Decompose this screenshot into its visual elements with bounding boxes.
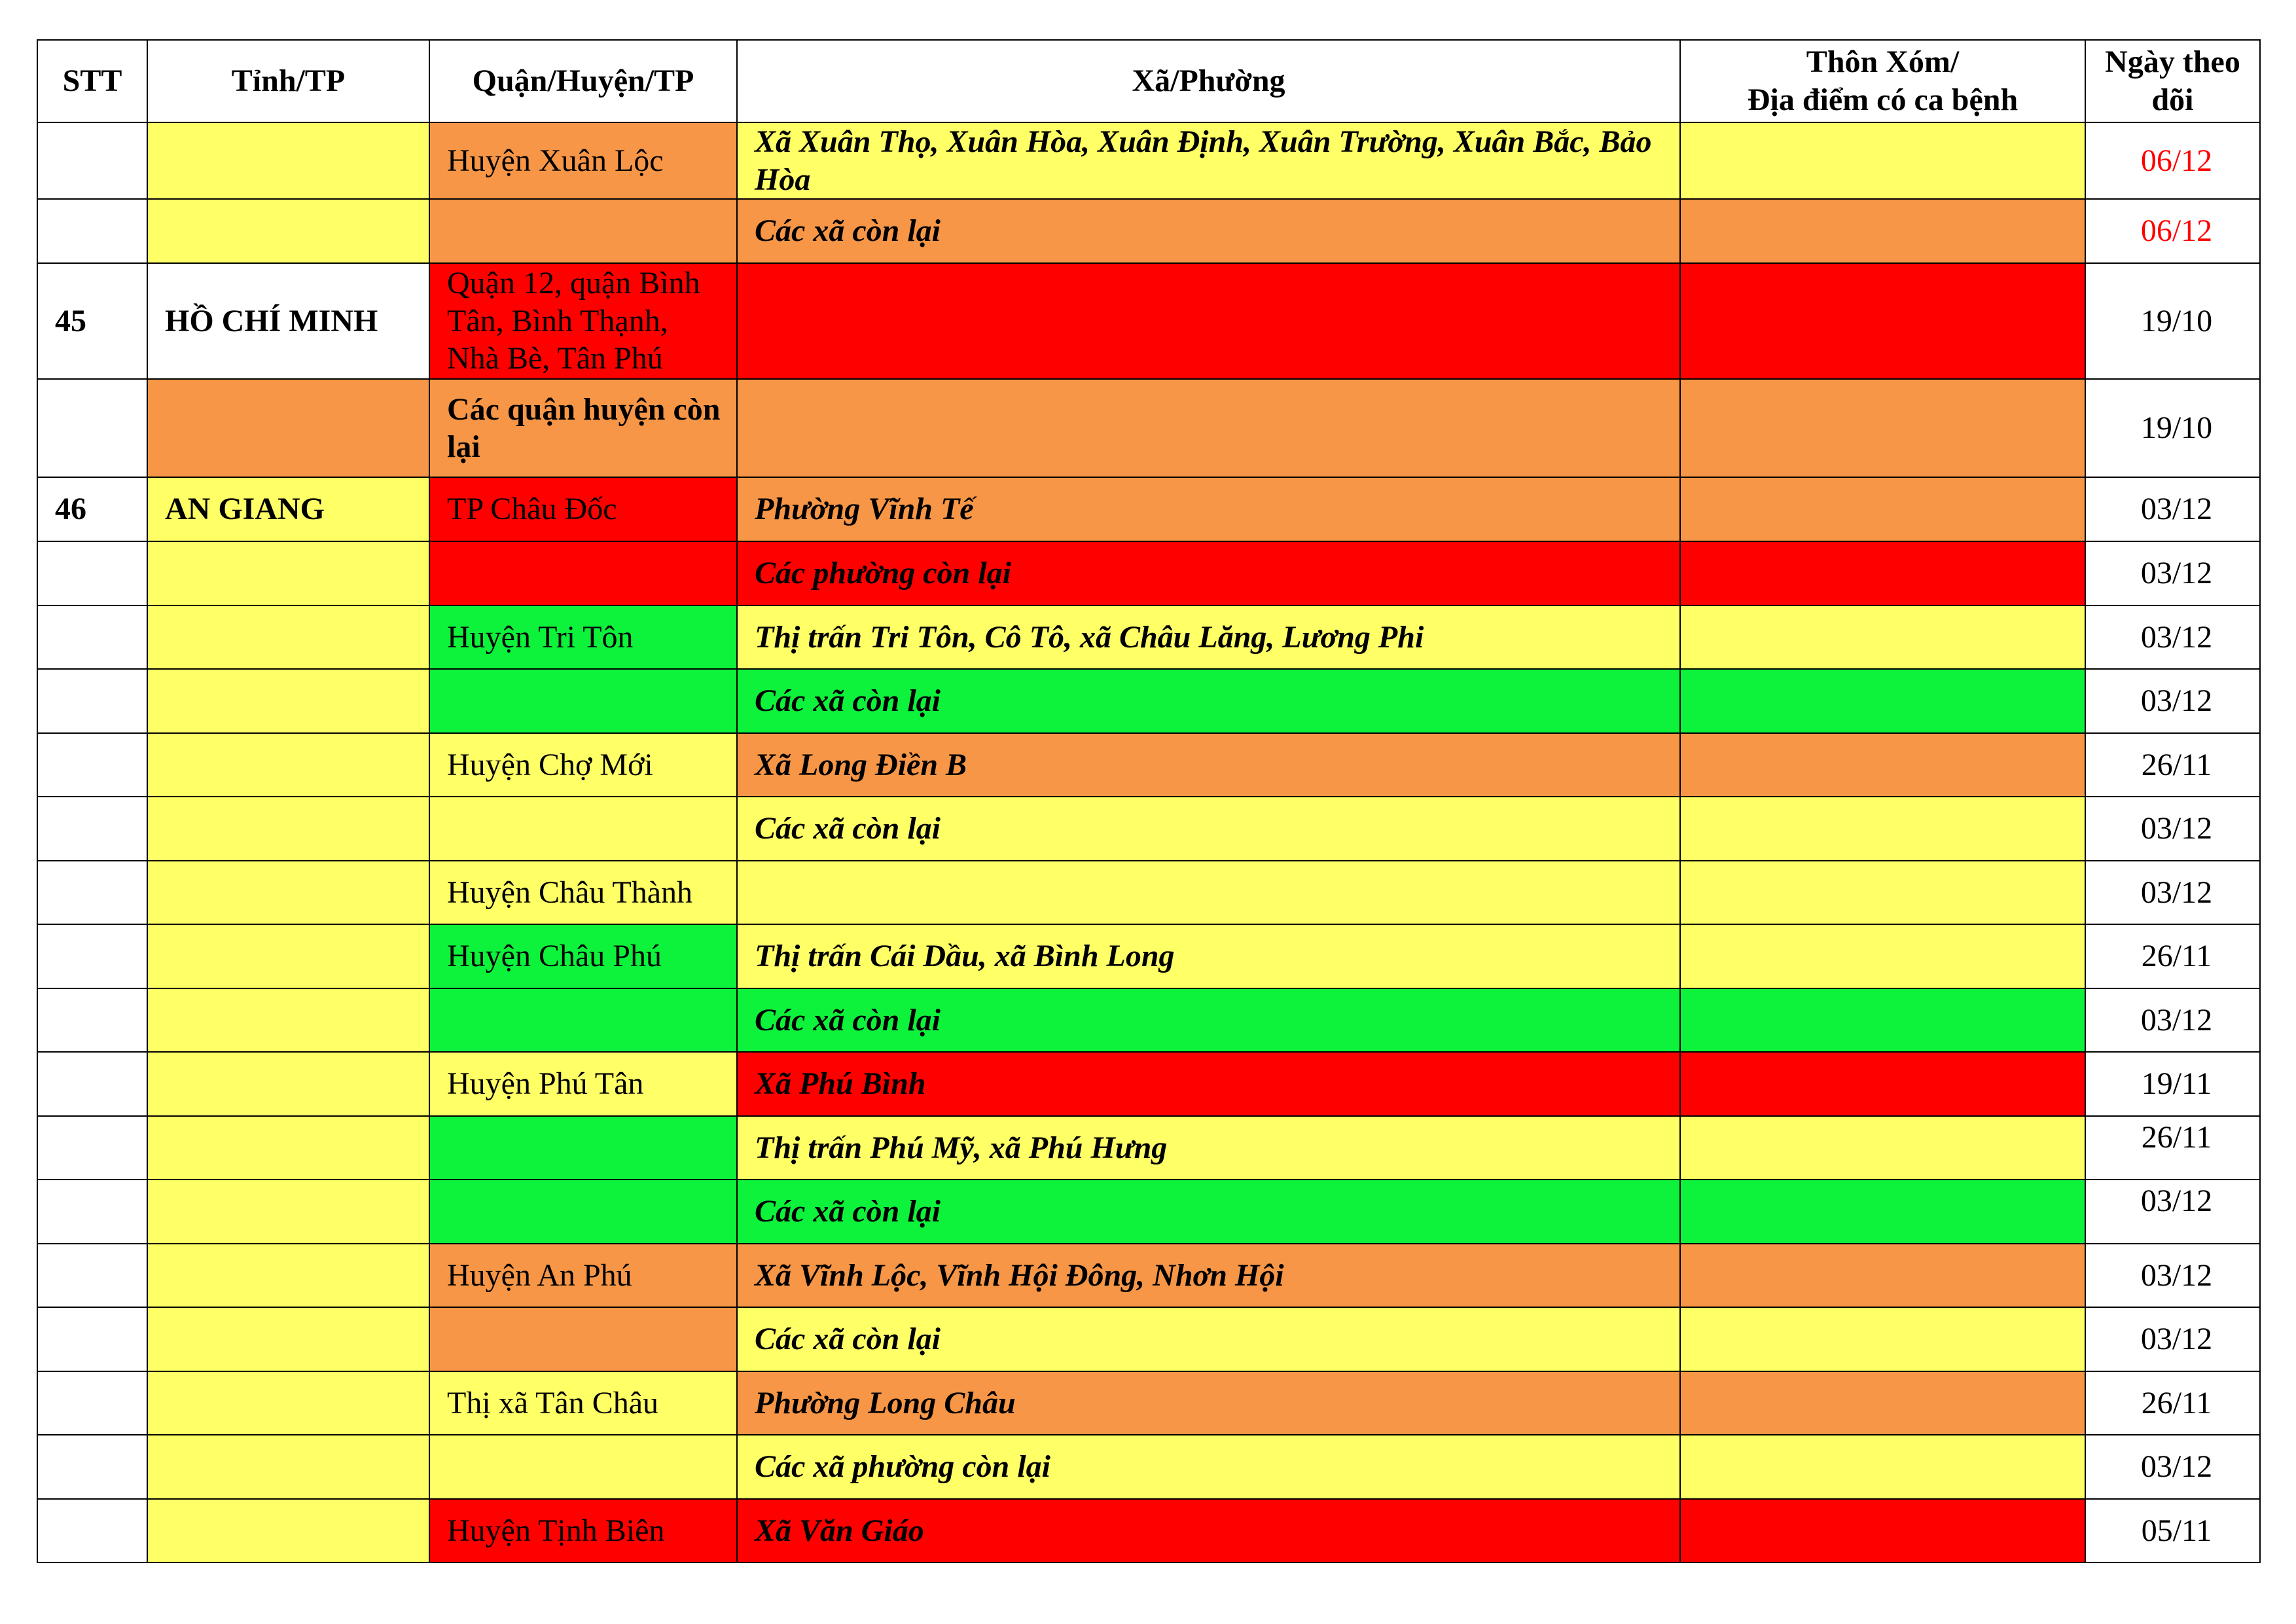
cell-date: 03/12 (2085, 797, 2260, 861)
cell-commune: Thị trấn Tri Tôn, Cô Tô, xã Châu Lăng, Lương Phi (737, 605, 1680, 670)
cell-location (1680, 263, 2085, 379)
cell-province (147, 924, 429, 988)
cell-location (1680, 1371, 2085, 1435)
cell-date: 19/10 (2085, 379, 2260, 477)
cell-district (429, 1180, 737, 1244)
header-province: Tỉnh/TP (147, 40, 429, 122)
cell-district (429, 541, 737, 605)
cell-commune: Các xã còn lại (737, 199, 1680, 263)
cell-commune: Thị trấn Phú Mỹ, xã Phú Hưng (737, 1116, 1680, 1180)
cell-district (429, 199, 737, 263)
cell-stt (37, 1499, 147, 1563)
cell-district (429, 1116, 737, 1180)
header-location-line1: Thôn Xóm/ (1806, 45, 1960, 80)
cell-date: 03/12 (2085, 861, 2260, 925)
table-row (37, 861, 2260, 925)
table-row (37, 263, 2260, 379)
cell-commune: Thị trấn Cái Dầu, xã Bình Long (737, 924, 1680, 988)
cell-date: 06/12 (2085, 199, 2260, 263)
cell-date: 03/12 (2085, 1307, 2260, 1371)
cell-stt (37, 1180, 147, 1244)
cell-commune: Các phường còn lại (737, 541, 1680, 605)
cell-date: 06/12 (2085, 122, 2260, 199)
table-row (37, 605, 2260, 670)
cell-district (429, 988, 737, 1053)
cell-date: 03/12 (2085, 669, 2260, 733)
cell-commune: Các xã còn lại (737, 797, 1680, 861)
table-header-row (37, 40, 2260, 122)
cell-location (1680, 379, 2085, 477)
table-row (37, 199, 2260, 263)
cell-province (147, 1116, 429, 1180)
cell-commune: Phường Long Châu (737, 1371, 1680, 1435)
cell-province (147, 733, 429, 797)
cell-province (147, 541, 429, 605)
cell-district: Huyện An Phú (429, 1244, 737, 1308)
cell-date: 19/10 (2085, 263, 2260, 379)
table-row (37, 1116, 2260, 1180)
cell-stt (37, 861, 147, 925)
cell-location (1680, 1116, 2085, 1180)
cell-province (147, 379, 429, 477)
cell-stt (37, 797, 147, 861)
header-location (1680, 40, 2085, 122)
cell-province (147, 669, 429, 733)
cell-district (429, 1307, 737, 1371)
cell-commune: Các xã còn lại (737, 988, 1680, 1053)
table-row (37, 1371, 2260, 1435)
cell-province (147, 1371, 429, 1435)
cell-stt (37, 924, 147, 988)
cell-district: Huyện Phú Tân (429, 1052, 737, 1116)
cell-province (147, 1435, 429, 1499)
cell-date: 26/11 (2085, 733, 2260, 797)
cell-stt (37, 1371, 147, 1435)
cell-province (147, 605, 429, 670)
cell-province (147, 861, 429, 925)
table-row (37, 988, 2260, 1053)
cell-stt: 45 (37, 263, 147, 379)
cell-stt (37, 1307, 147, 1371)
cell-commune: Xã Vĩnh Lộc, Vĩnh Hội Đông, Nhơn Hội (737, 1244, 1680, 1308)
cell-stt (37, 541, 147, 605)
cell-location (1680, 1307, 2085, 1371)
cell-date: 03/12 (2085, 1244, 2260, 1308)
cell-stt (37, 605, 147, 670)
table-row (37, 669, 2260, 733)
cell-commune: Các xã còn lại (737, 1180, 1680, 1244)
cell-district: TP Châu Đốc (429, 477, 737, 541)
cell-province (147, 988, 429, 1053)
table-row (37, 1435, 2260, 1499)
header-date-line1: Ngày theo (2105, 45, 2240, 80)
cell-date: 03/12 (2085, 605, 2260, 670)
header-date-line2: dõi (2151, 82, 2194, 117)
cell-province (147, 797, 429, 861)
table-row (37, 797, 2260, 861)
cell-commune: Phường Vĩnh Tế (737, 477, 1680, 541)
header-location-line2: Địa điểm có ca bệnh (1747, 82, 2018, 117)
cell-stt (37, 1435, 147, 1499)
cell-commune: Xã Phú Bình (737, 1052, 1680, 1116)
cell-date: 03/12 (2085, 988, 2260, 1053)
cell-province (147, 1180, 429, 1244)
cell-location (1680, 733, 2085, 797)
cell-province (147, 1244, 429, 1308)
cell-date: 03/12 (2085, 541, 2260, 605)
cell-stt: 46 (37, 477, 147, 541)
cell-province (147, 122, 429, 199)
table-row (37, 1180, 2260, 1244)
cell-district: Các quận huyện còn lại (429, 379, 737, 477)
table-row (37, 733, 2260, 797)
cell-province (147, 1499, 429, 1563)
cell-province: AN GIANG (147, 477, 429, 541)
cell-district: Huyện Chợ Mới (429, 733, 737, 797)
cell-stt (37, 1052, 147, 1116)
cell-location (1680, 988, 2085, 1053)
cell-commune: Xã Xuân Thọ, Xuân Hòa, Xuân Định, Xuân Trường, Xuân Bắc, Bảo Hòa (737, 122, 1680, 199)
cell-location (1680, 861, 2085, 925)
cell-province (147, 199, 429, 263)
cell-commune: Các xã phường còn lại (737, 1435, 1680, 1499)
cell-date: 05/11 (2085, 1499, 2260, 1563)
cell-date: 26/11 (2085, 924, 2260, 988)
cell-location (1680, 605, 2085, 670)
header-stt: STT (37, 40, 147, 122)
header-date (2085, 40, 2260, 122)
cell-commune (737, 263, 1680, 379)
cell-location (1680, 1244, 2085, 1308)
cell-stt (37, 669, 147, 733)
cell-location (1680, 122, 2085, 199)
cell-commune: Xã Long Điền B (737, 733, 1680, 797)
cell-stt (37, 122, 147, 199)
table-row (37, 379, 2260, 477)
cell-stt (37, 199, 147, 263)
cell-location (1680, 797, 2085, 861)
cell-date: 26/11 (2085, 1371, 2260, 1435)
cell-stt (37, 379, 147, 477)
cell-commune (737, 379, 1680, 477)
header-district: Quận/Huyện/TP (429, 40, 737, 122)
table-row (37, 1499, 2260, 1563)
cell-location (1680, 669, 2085, 733)
cell-commune: Xã Văn Giáo (737, 1499, 1680, 1563)
cell-district (429, 797, 737, 861)
cell-date: 03/12 (2085, 1180, 2260, 1244)
cell-district (429, 1435, 737, 1499)
cell-date: 03/12 (2085, 477, 2260, 541)
table-row (37, 1052, 2260, 1116)
cell-location (1680, 1052, 2085, 1116)
cell-location (1680, 541, 2085, 605)
header-commune: Xã/Phường (737, 40, 1680, 122)
cell-stt (37, 1116, 147, 1180)
risk-level-table (37, 39, 2261, 1563)
table-row (37, 924, 2260, 988)
cell-district: Huyện Xuân Lộc (429, 122, 737, 199)
cell-province: HỒ CHÍ MINH (147, 263, 429, 379)
table-row (37, 122, 2260, 199)
cell-stt (37, 733, 147, 797)
cell-district (429, 669, 737, 733)
table-row (37, 477, 2260, 541)
cell-location (1680, 199, 2085, 263)
cell-stt (37, 1244, 147, 1308)
cell-district: Quận 12, quận Bình Tân, Bình Thạnh, Nhà Bè, Tân Phú (429, 263, 737, 379)
cell-stt (37, 988, 147, 1053)
cell-location (1680, 477, 2085, 541)
table-row (37, 1307, 2260, 1371)
cell-commune: Các xã còn lại (737, 669, 1680, 733)
cell-commune (737, 861, 1680, 925)
cell-location (1680, 924, 2085, 988)
cell-district: Huyện Tịnh Biên (429, 1499, 737, 1563)
cell-district: Huyện Tri Tôn (429, 605, 737, 670)
cell-date: 03/12 (2085, 1435, 2260, 1499)
cell-date: 26/11 (2085, 1116, 2260, 1180)
cell-district: Huyện Châu Thành (429, 861, 737, 925)
cell-location (1680, 1435, 2085, 1499)
cell-district: Huyện Châu Phú (429, 924, 737, 988)
cell-commune: Các xã còn lại (737, 1307, 1680, 1371)
cell-district: Thị xã Tân Châu (429, 1371, 737, 1435)
table-row (37, 541, 2260, 605)
cell-location (1680, 1499, 2085, 1563)
cell-province (147, 1307, 429, 1371)
table-row (37, 1244, 2260, 1308)
cell-location (1680, 1180, 2085, 1244)
cell-province (147, 1052, 429, 1116)
cell-date: 19/11 (2085, 1052, 2260, 1116)
